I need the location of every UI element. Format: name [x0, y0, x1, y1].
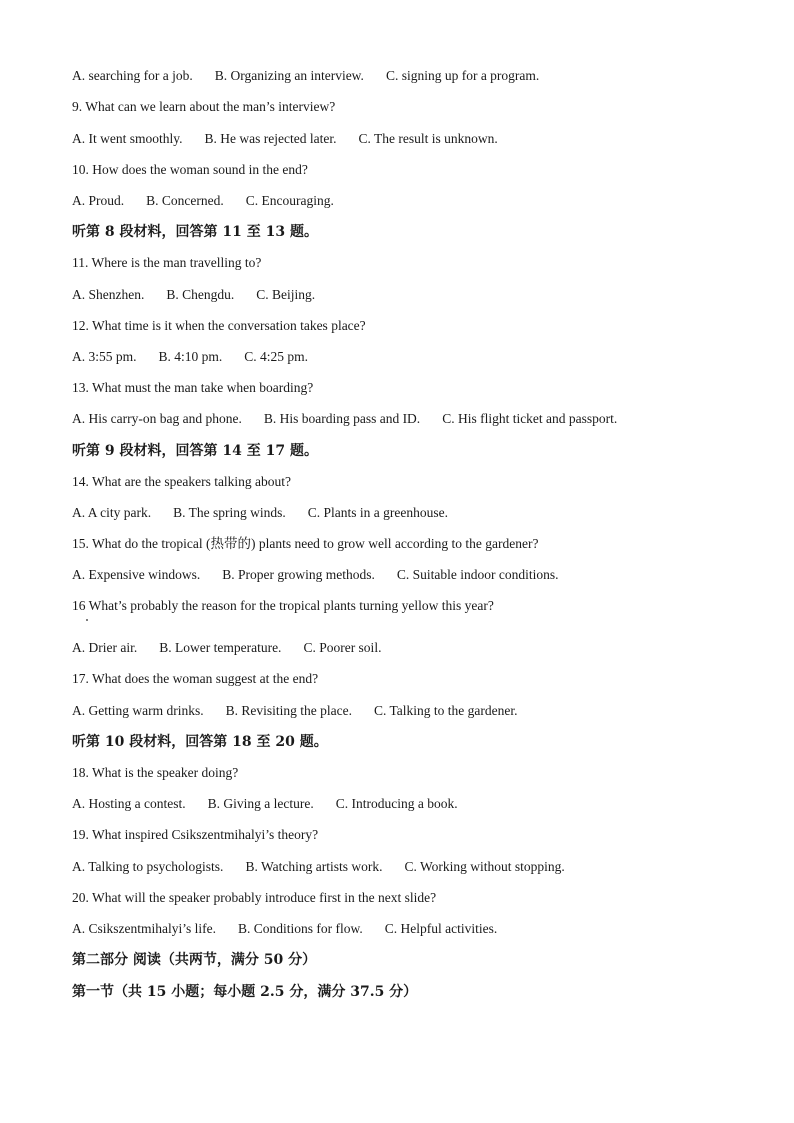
question-8-options [72, 68, 539, 84]
question-19-options [72, 859, 565, 875]
question-16-options [72, 640, 381, 656]
question-14: 14. What are the speakers talking about? [72, 474, 292, 489]
question-12: 12. What time is it when the conversation takes place? [72, 318, 366, 333]
option-c: C. Poorer soil. [303, 640, 382, 655]
option-b: B. Giving a lecture. [207, 796, 314, 811]
part-2-title: 第二部分 阅读（共两节，满分 50 分） [72, 952, 317, 968]
option-b: B. 4:10 pm. [158, 349, 223, 364]
option-b: B. Organizing an interview. [214, 68, 364, 83]
question-9-options [72, 131, 498, 147]
option-a: A. searching for a job. [72, 68, 193, 83]
option-a: A. A city park. [72, 505, 152, 520]
option-a: A. Getting warm drinks. [72, 703, 204, 718]
option-a: A. Drier air. [72, 640, 138, 655]
section-8-heading: 听第 8 段材料，回答第 11 至 13 题。 [72, 224, 318, 240]
option-b: B. He was rejected later. [204, 131, 337, 146]
question-18-options [72, 796, 458, 812]
question-13-options [72, 411, 617, 427]
option-b: B. Conditions for flow. [238, 921, 363, 936]
option-a: A. Shenzhen. [72, 287, 145, 302]
option-c: C. Beijing. [256, 287, 316, 302]
question-20: 20. What will the speaker probably introduce first in the next slide? [72, 890, 437, 905]
option-b: B. Proper growing methods. [222, 567, 375, 582]
option-b: B. Concerned. [146, 193, 224, 208]
option-c: C. Introducing a book. [335, 796, 458, 811]
option-b: B. His boarding pass and ID. [263, 411, 421, 426]
option-b: B. Revisiting the place. [225, 703, 352, 718]
question-12-options [72, 349, 308, 365]
option-b: B. The spring winds. [173, 505, 286, 520]
option-c: C. 4:25 pm. [244, 349, 309, 364]
option-c: C. Suitable indoor conditions. [396, 567, 559, 582]
option-c: C. Helpful activities. [384, 921, 498, 936]
option-c: C. Plants in a greenhouse. [307, 505, 448, 520]
option-c: C. Working without stopping. [404, 859, 565, 874]
option-a: A. Proud. [72, 193, 125, 208]
option-a: A. It went smoothly. [72, 131, 183, 146]
question-16: 16 What’s probably the reason for the tropical plants turning yellow this year? [72, 598, 494, 613]
option-c: C. The result is unknown. [358, 131, 498, 146]
question-15-options [72, 567, 559, 583]
question-18: 18. What is the speaker doing? [72, 765, 239, 780]
option-b: B. Chengdu. [166, 287, 235, 302]
option-a: A. Expensive windows. [72, 567, 201, 582]
question-11: 11. Where is the man travelling to? [72, 255, 262, 270]
question-15: 15. What do the tropical (热带的) plants need to grow well according to the gardener? [72, 536, 539, 551]
option-a: A. 3:55 pm. [72, 349, 137, 364]
question-17: 17. What does the woman suggest at the end? [72, 671, 319, 686]
option-b: B. Lower temperature. [159, 640, 282, 655]
question-9: 9. What can we learn about the man’s interview? [72, 99, 336, 114]
question-13: 13. What must the man take when boarding? [72, 380, 314, 395]
question-17-options [72, 703, 518, 719]
part-2-section-1-title: 第一节（共 15 小题；每小题 2.5 分，满分 37.5 分） [72, 984, 418, 1000]
option-c: C. Encouraging. [245, 193, 334, 208]
question-14-options [72, 505, 448, 521]
question-11-options [72, 287, 315, 303]
question-10-options [72, 193, 334, 209]
option-a: A. His carry-on bag and phone. [72, 411, 242, 426]
option-a: A. Hosting a contest. [72, 796, 186, 811]
option-c: C. Talking to the gardener. [373, 703, 518, 718]
option-a: A. Talking to psychologists. [72, 859, 224, 874]
option-c: C. signing up for a program. [385, 68, 540, 83]
question-20-options [72, 921, 497, 937]
option-a: A. Csikszentmihalyi’s life. [72, 921, 216, 936]
question-19: 19. What inspired Csikszentmihalyi’s theory? [72, 827, 319, 842]
section-9-heading: 听第 9 段材料，回答第 14 至 17 题。 [72, 443, 318, 459]
option-c: C. His flight ticket and passport. [442, 411, 618, 426]
section-10-heading: 听第 10 段材料，回答第 18 至 20 题。 [72, 734, 328, 750]
stray-dot-mark [86, 619, 88, 621]
option-b: B. Watching artists work. [245, 859, 383, 874]
question-10: 10. How does the woman sound in the end? [72, 162, 308, 177]
